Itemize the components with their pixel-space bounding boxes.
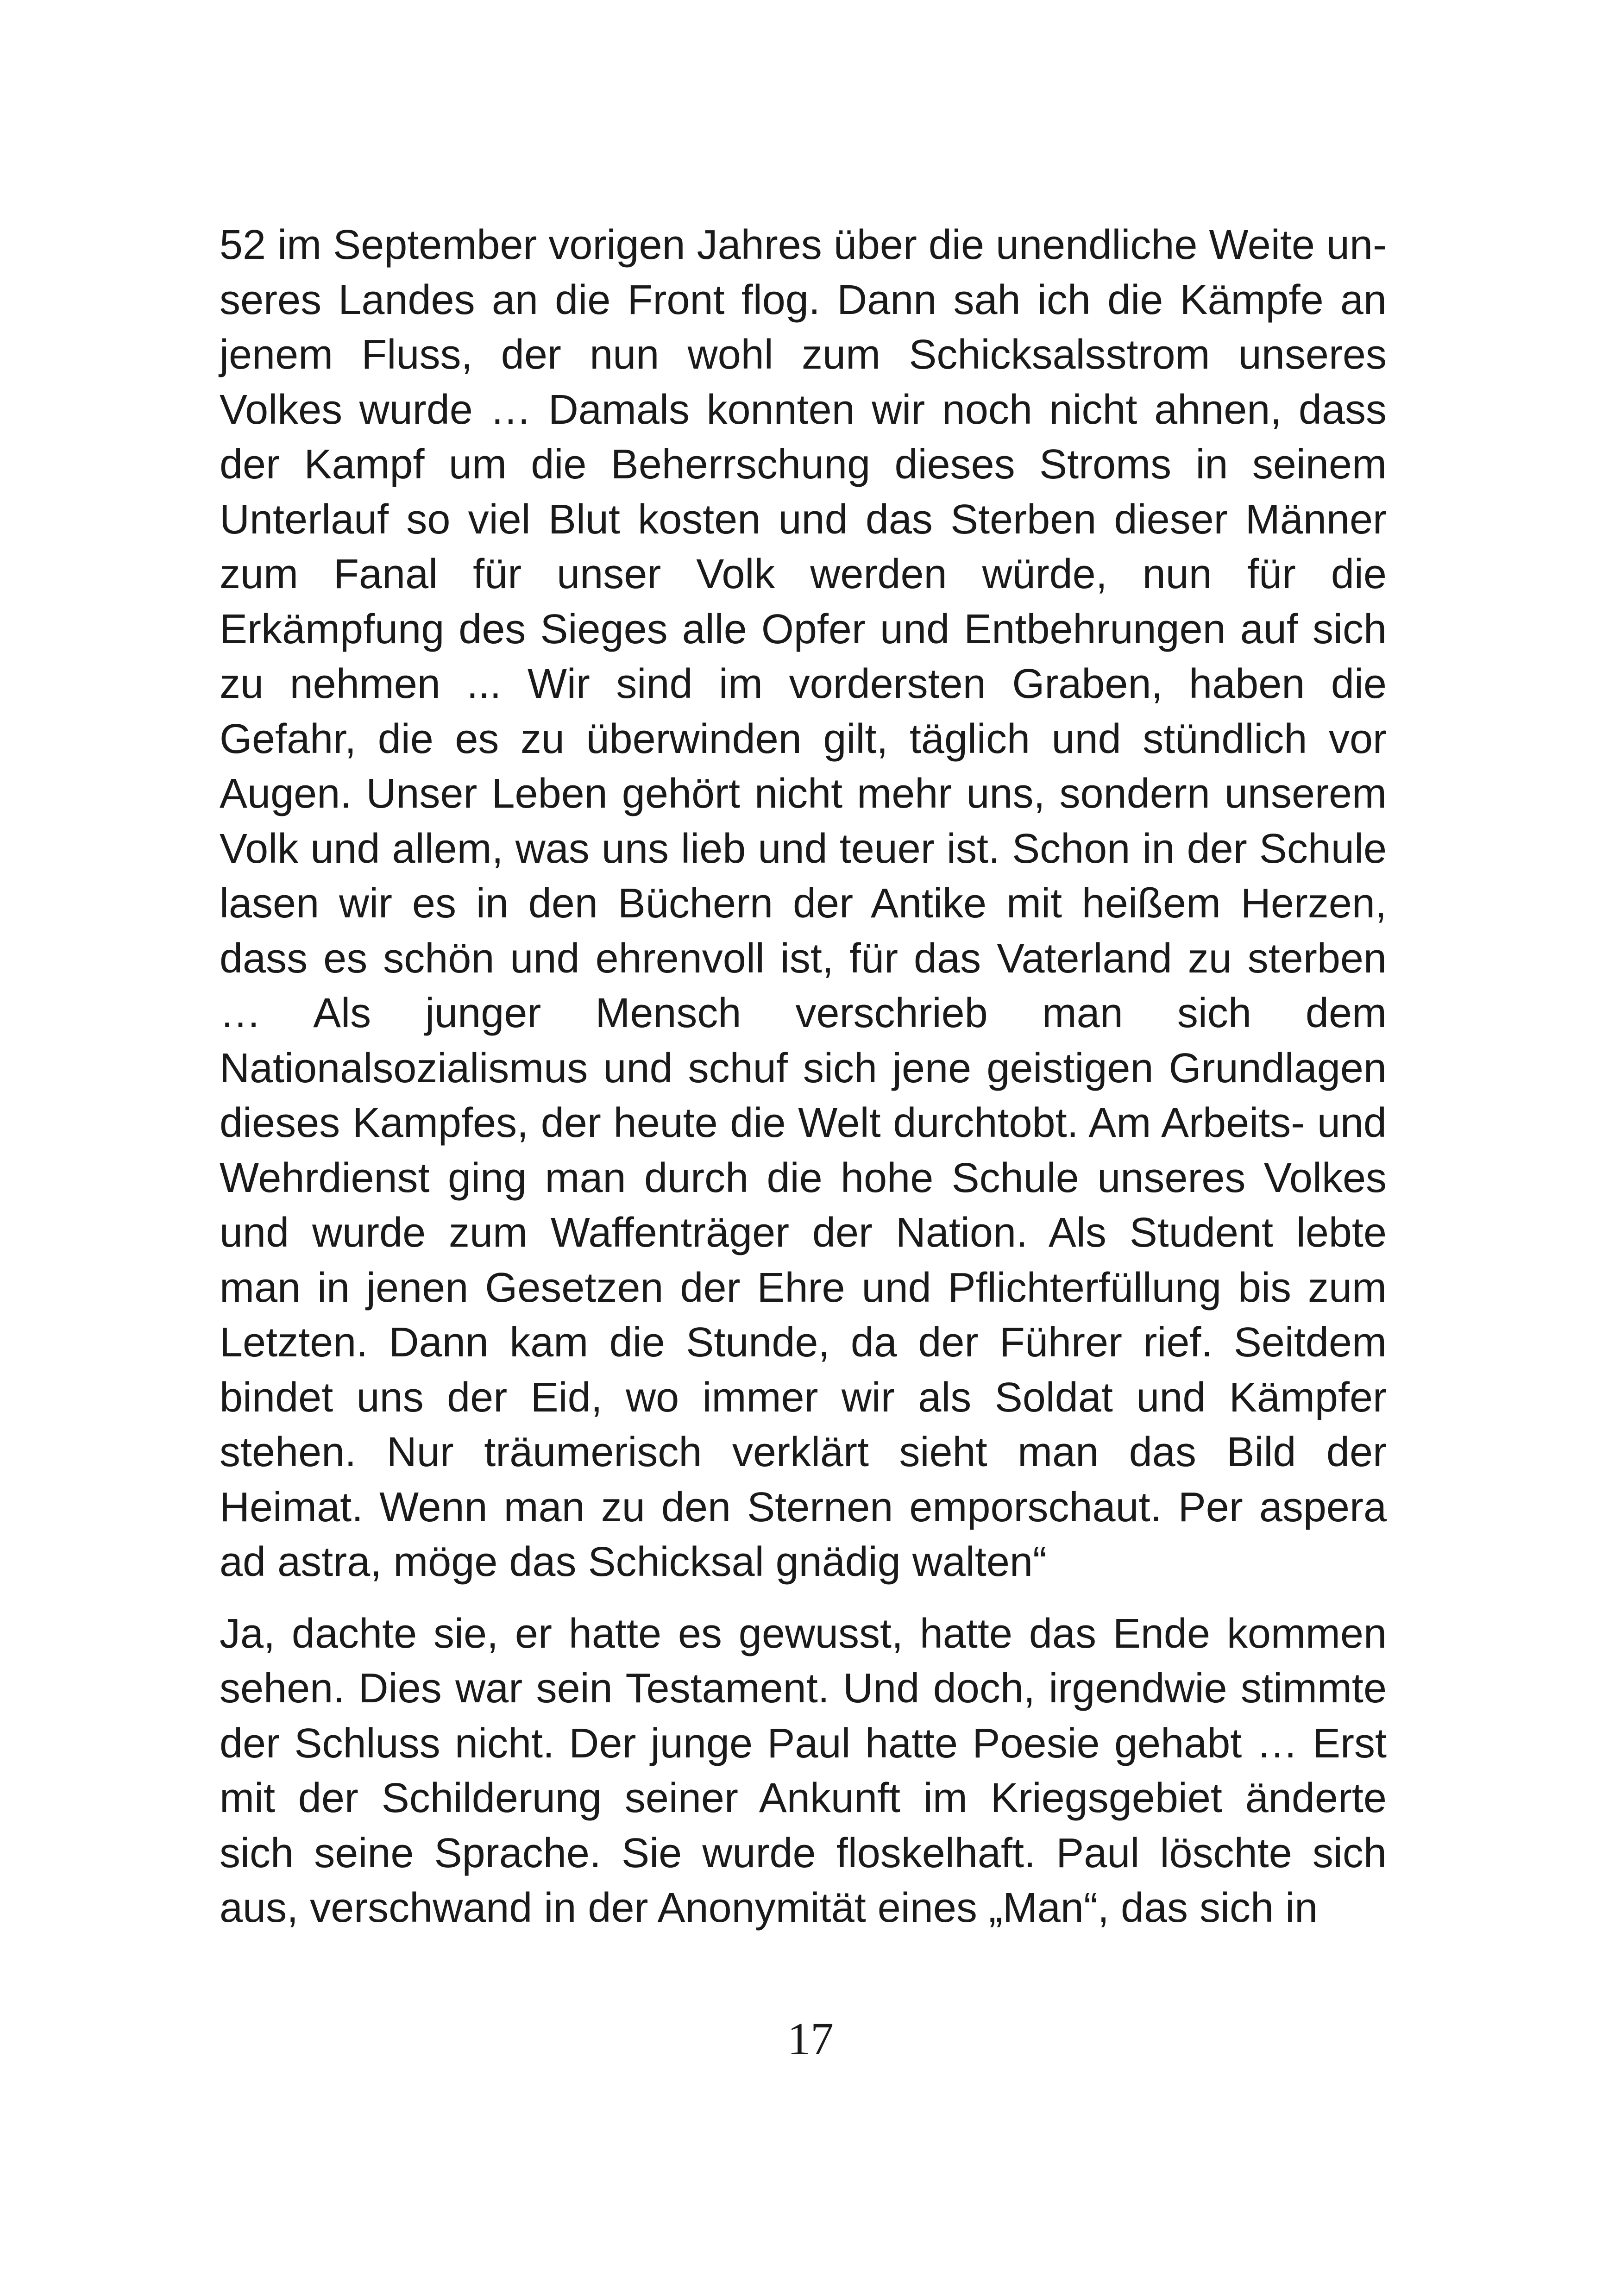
paragraph-narration: Ja, dachte sie, er hatte es gewusst, hatte das Ende kommen sehen. Dies war sein Testament. Und doch, irgendwie stimmte der Schluss nicht. Der junge Paul hatte Poesie gehabt … Erst mit der Schilderung seiner Ankunft im Kriegsgebiet änderte sich seine Sprache. Sie wurde floskelhaft. Paul löschte sich aus, verschwand in der Anonymität eines „Man“, das sich in (220, 1610, 1387, 1931)
paragraph-letter-quote: 52 im September vorigen Jahres über die unendliche Weite unseres Landes an die Front flog. Dann sah ich die Kämpfe an jenem Fluss, der nun wohl zum Schicksalsstrom unseres Volkes wurde … Damals konnten wir noch nicht ahnen, dass der Kampf um die Beherrschung dieses Stroms in seinem Unterlauf so viel Blut kosten und das Sterben dieser Männer zum Fanal für unser Volk werden würde, nun für die Erkämpfung des Sieges alle Opfer und Entbehrungen auf sich zu nehmen ... Wir sind im vordersten Graben, haben die Gefahr, die es zu überwinden gilt, täglich und stündlich vor Augen. Unser Leben gehört nicht mehr uns, sondern unserem Volk und allem, was uns lieb und teuer ist. Schon in der Schule lasen wir es in den Büchern der Antike mit heißem Herzen, dass es schön und ehrenvoll ist, für das Vaterland zu sterben … Als junger Mensch verschrieb man sich dem Nationalsozialismus und schuf sich jene geistigen Grundlagen dieses Kampfes, der heute die Welt durchtobt. Am Arbeits- und Wehrdienst ging man durch die hohe Schule unseres Volkes und wurde zum Waffenträger der Nation. Als Student lebte man in jenen Gesetzen der Ehre und Pflichterfüllung bis zum Letzten. Dann kam die Stunde, da der Führer rief. Seitdem bindet uns der Eid, wo immer wir als Soldat und Kämpfer stehen. Nur träumerisch verklärt sieht man das Bild der Heimat. Wenn man zu den Sternen emporschaut. Per aspera ad astra, möge das Schicksal gnädig walten“ (220, 222, 1387, 1585)
body-text (220, 218, 1387, 1936)
page-number: 17 (787, 2013, 834, 2064)
